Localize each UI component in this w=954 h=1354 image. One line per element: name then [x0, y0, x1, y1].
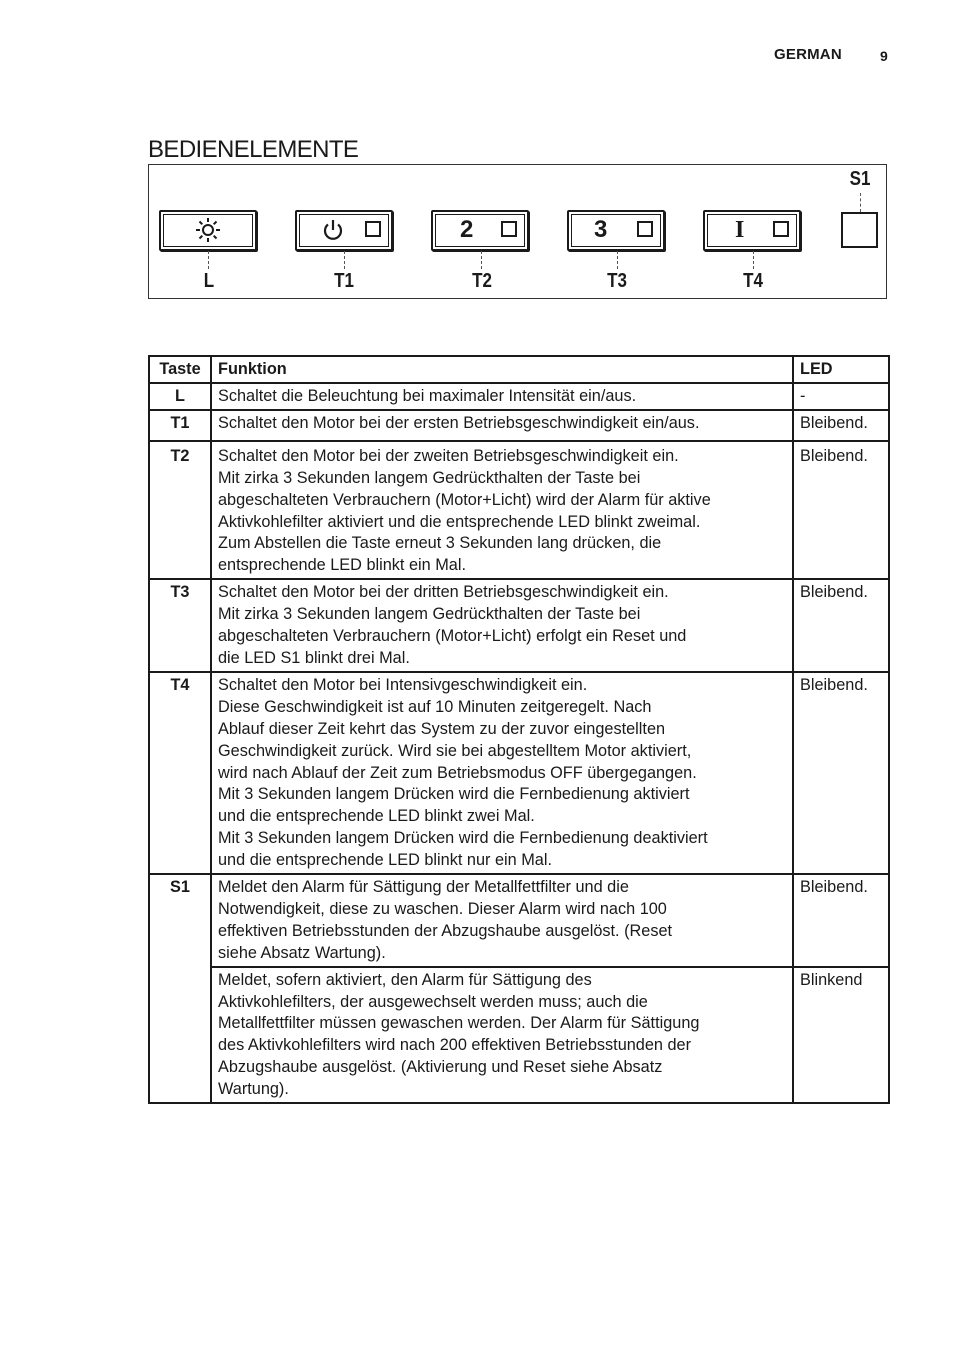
table-row: [149, 967, 889, 1103]
power-icon: [321, 218, 345, 242]
row-key: T2: [149, 441, 211, 579]
leader-line: [617, 251, 618, 269]
row-led: Bleibend.: [793, 579, 889, 672]
row-function: Meldet den Alarm für Sättigung der Metallfettfilter und die Notwendigkeit, diese zu waschen. Dieser Alarm wird nach 100 effektiven Betriebsstunden der Abzugshaube ausgelöst. (Reset siehe Absatz Wartung).: [211, 874, 793, 967]
row-function: Schaltet die Beleuchtung bei maximaler Intensität ein/aus.: [211, 383, 793, 410]
key-l: [159, 210, 257, 251]
key-t3: [567, 210, 665, 251]
table-header-row: [149, 356, 889, 383]
table-row: [149, 410, 889, 441]
row-key: [149, 967, 211, 1103]
led-label-s1: S1: [849, 168, 871, 190]
speed-3-symbol: 3: [594, 216, 608, 243]
light-icon: [195, 217, 221, 243]
intensive-speed-symbol: I: [735, 217, 745, 243]
function-table: [148, 355, 890, 1104]
key-t2: [431, 210, 529, 251]
led-indicator-icon: [365, 221, 381, 237]
key-label-t1: T1: [334, 270, 354, 292]
row-led: Bleibend.: [793, 410, 889, 441]
led-indicator-icon: [637, 221, 653, 237]
row-led: Bleibend.: [793, 672, 889, 874]
row-function: Schaltet den Motor bei Intensivgeschwindigkeit ein. Diese Geschwindigkeit ist auf 10 Minuten zeitgeregelt. Nach Ablauf dieser Zeit kehrt das System zu der zuvor eingestellten Geschwindigkeit zurück. Wird sie bei abgestelltem Motor aktiviert, wird nach Ablauf der Zeit zum Betriebsmodus OFF übergegangen. Mit 3 Sekunden langem Drücken wird die Fernbedienung aktiviert und die entsprechende LED blinkt zwei Mal. Mit 3 Sekunden langem Drücken wird die Fernbedienung deaktiviert und die entsprechende LED blinkt nur ein Mal.: [211, 672, 793, 874]
key-label-t2: T2: [472, 270, 492, 292]
led-indicator-icon: [501, 221, 517, 237]
section-title: BEDIENELEMENTE: [148, 136, 359, 163]
key-label-t4: T4: [743, 270, 763, 292]
row-key: T1: [149, 410, 211, 441]
leader-line: [753, 251, 754, 269]
key-t1: [295, 210, 393, 251]
key-label-t3: T3: [607, 270, 627, 292]
column-header-key: Taste: [149, 356, 211, 383]
table-row: [149, 441, 889, 579]
row-key: S1: [149, 874, 211, 967]
speed-2-symbol: 2: [460, 216, 474, 243]
page-header-language: GERMAN: [774, 46, 842, 63]
key-t4: [703, 210, 801, 251]
table-row: [149, 874, 889, 967]
row-function: Schaltet den Motor bei der zweiten Betriebsgeschwindigkeit ein. Mit zirka 3 Sekunden langem Gedrückthalten der Taste bei abgeschalteten Verbrauchern (Motor+Licht) wird der Alarm für aktive Aktivkohlefilter aktiviert und die entsprechende LED blinkt zweimal. Zum Abstellen die Taste erneut 3 Sekunden lang drücken, die entsprechende LED blinkt ein Mal.: [211, 441, 793, 579]
key-label-l: L: [203, 270, 215, 292]
control-panel-diagram: [148, 164, 887, 299]
row-function: Schaltet den Motor bei der ersten Betriebsgeschwindigkeit ein/aus.: [211, 410, 793, 441]
row-key: T3: [149, 579, 211, 672]
table-row: [149, 579, 889, 672]
column-header-function: Funktion: [211, 356, 793, 383]
row-led: Bleibend.: [793, 874, 889, 967]
leader-line: [208, 251, 209, 269]
column-header-led: LED: [793, 356, 889, 383]
row-led: -: [793, 383, 889, 410]
row-function: Meldet, sofern aktiviert, den Alarm für Sättigung des Aktivkohlefilters, der ausgewechselt werden muss; auch die Metallfettfilter müssen gewaschen werden. Der Alarm für Sättigung des Aktivkohlefilters wird nach 200 effektiven Betriebsstunden der Abzugshaube ausgelöst. (Aktivierung und Reset siehe Absatz Wartung).: [211, 967, 793, 1103]
leader-line: [481, 251, 482, 269]
page-number: 9: [880, 48, 888, 64]
table-row: [149, 383, 889, 410]
table-row: [149, 672, 889, 874]
row-led: Blinkend: [793, 967, 889, 1103]
s1-led-indicator: [841, 212, 878, 248]
led-indicator-icon: [773, 221, 789, 237]
row-key: L: [149, 383, 211, 410]
leader-line: [860, 193, 861, 212]
row-led: Bleibend.: [793, 441, 889, 579]
row-key: T4: [149, 672, 211, 874]
row-function: Schaltet den Motor bei der dritten Betriebsgeschwindigkeit ein. Mit zirka 3 Sekunden langem Gedrückthalten der Taste bei abgeschalteten Verbrauchern (Motor+Licht) erfolgt ein Reset und die LED S1 blinkt drei Mal.: [211, 579, 793, 672]
leader-line: [344, 251, 345, 269]
